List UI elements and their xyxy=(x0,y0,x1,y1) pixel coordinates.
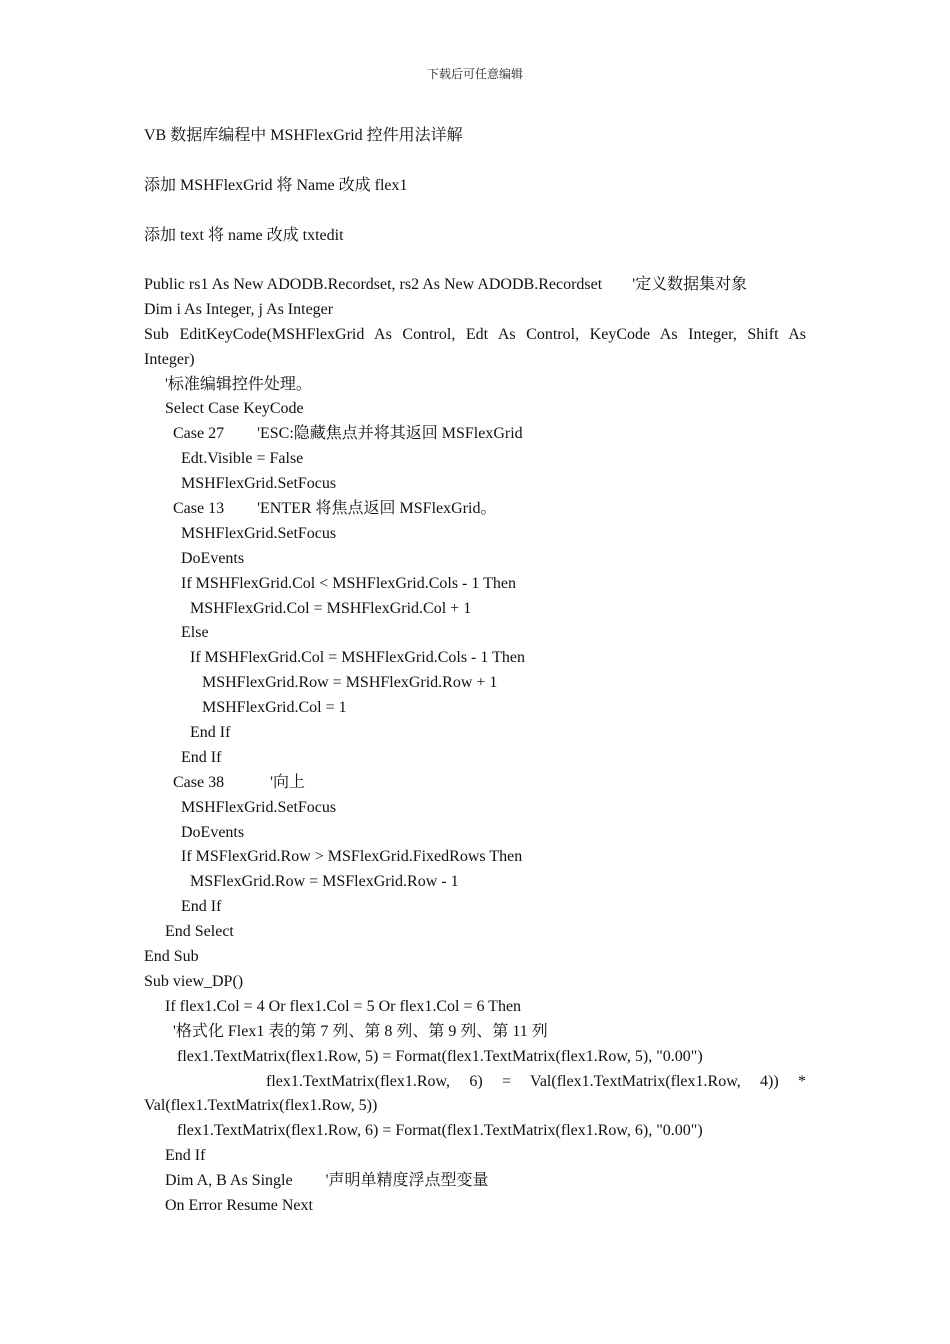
code-line: DoEvents xyxy=(181,549,245,567)
code-line: Sub EditKeyCode(MSHFlexGrid As Control, Edt As Control, KeyCode As Integer, Shift As xyxy=(144,325,806,343)
code-line: DoEvents xyxy=(181,823,245,841)
code-line: Else xyxy=(181,624,209,642)
code-comment: '向上 xyxy=(270,773,305,791)
code-line: flex1.TextMatrix(flex1.Row, 6) = Val(flex1.TextMatrix(flex1.Row, 4)) * xyxy=(266,1072,806,1090)
code-text: Case 27 xyxy=(173,425,225,443)
code-line: Edt.Visible = False xyxy=(181,450,304,468)
code-line: If MSFlexGrid.Row > MSFlexGrid.FixedRows Then xyxy=(181,848,523,866)
code-line: End If xyxy=(181,898,222,916)
code-line: Select Case KeyCode xyxy=(165,400,304,418)
code-line: End Select xyxy=(165,923,234,941)
code-text: Case 38 xyxy=(173,773,225,791)
code-line: End If xyxy=(181,748,222,766)
code-line: Integer) xyxy=(144,350,195,368)
page-header: 下载后可任意编辑 xyxy=(426,67,523,81)
code-line: End If xyxy=(190,724,231,742)
code-line: flex1.TextMatrix(flex1.Row, 5) = Format(flex1.TextMatrix(flex1.Row, 5), "0.00") xyxy=(177,1047,703,1065)
code-comment-line: '标准编辑控件处理。 xyxy=(165,375,312,393)
code-line: MSHFlexGrid.Col = MSHFlexGrid.Col + 1 xyxy=(190,599,472,617)
code-line: MSHFlexGrid.SetFocus xyxy=(181,475,337,493)
code-line xyxy=(144,771,806,796)
code-line: flex1.TextMatrix(flex1.Row, 6) = Format(flex1.TextMatrix(flex1.Row, 6), "0.00") xyxy=(177,1122,703,1140)
code-line: On Error Resume Next xyxy=(165,1196,313,1214)
code-line: Dim i As Integer, j As Integer xyxy=(144,300,334,318)
intro-step-1: 添加 MSHFlexGrid 将 Name 改成 flex1 xyxy=(144,177,408,194)
code-line xyxy=(144,273,806,298)
code-comment: 'ESC:隐藏焦点并将其返回 MSFlexGrid xyxy=(257,425,523,443)
code-line: If MSHFlexGrid.Col = MSHFlexGrid.Cols - 1 Then xyxy=(190,649,525,667)
code-text: Dim A, B As Single xyxy=(165,1172,293,1190)
code-line: If flex1.Col = 4 Or flex1.Col = 5 Or flex1.Col = 6 Then xyxy=(165,997,522,1015)
code-block xyxy=(144,273,806,1219)
code-line: MSHFlexGrid.SetFocus xyxy=(181,524,337,542)
code-text: Public rs1 As New ADODB.Recordset, rs2 As New ADODB.Recordset xyxy=(144,276,603,293)
code-comment: '定义数据集对象 xyxy=(632,276,748,293)
code-line: Val(flex1.TextMatrix(flex1.Row, 5)) xyxy=(144,1097,378,1115)
code-line: If MSHFlexGrid.Col < MSHFlexGrid.Cols - 1 Then xyxy=(181,574,516,592)
code-line: End Sub xyxy=(144,948,199,966)
intro-step-2: 添加 text 将 name 改成 txtedit xyxy=(144,227,344,244)
code-comment: '声明单精度浮点型变量 xyxy=(325,1172,489,1190)
code-line: MSFlexGrid.Row = MSFlexGrid.Row - 1 xyxy=(190,873,459,891)
code-line xyxy=(144,422,806,447)
code-line xyxy=(144,1169,806,1194)
document-title: VB 数据库编程中 MSHFlexGrid 控件用法详解 xyxy=(144,127,463,144)
code-line xyxy=(144,497,806,522)
code-comment: 'ENTER 将焦点返回 MSFlexGrid。 xyxy=(257,500,497,518)
code-line: Sub view_DP() xyxy=(144,972,244,990)
code-text: Case 13 xyxy=(173,500,225,518)
code-line: MSHFlexGrid.Col = 1 xyxy=(202,699,347,717)
code-comment-line: '格式化 Flex1 表的第 7 列、第 8 列、第 9 列、第 11 列 xyxy=(173,1022,548,1040)
code-line: MSHFlexGrid.SetFocus xyxy=(181,798,337,816)
code-line: End If xyxy=(165,1147,206,1165)
code-line: MSHFlexGrid.Row = MSHFlexGrid.Row + 1 xyxy=(202,674,498,692)
